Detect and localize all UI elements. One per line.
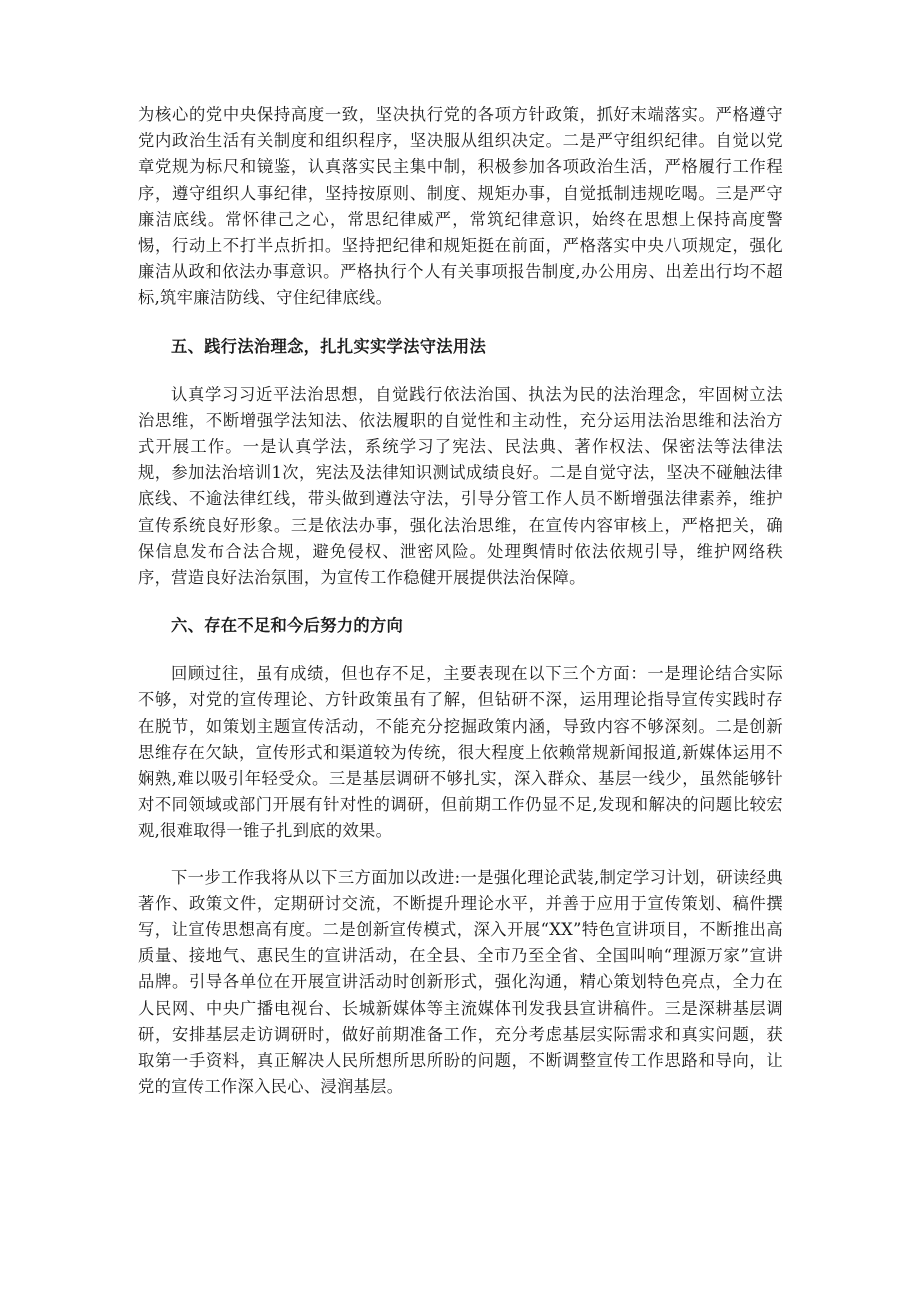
paragraph-improvements: 下一步工作我将从以下三方面加以改进:一是强化理论武装,制定学习计划，研读经典著作、政策文件，定期研讨交流，不断提升理论水平，并善于应用于宣传策划、稿件撰写，让宣传思想高有度。二是创新宣传模式，深入开展“XX”特色宣讲项目，不断推出高质量、接地气、惠民生的宣讲活动，在全县、全市乃至全省、全国叫响“理源万家”宣讲品牌。引导各单位在开展宣讲活动时创新形式，强化沟通，精心策划特色亮点，全力在人民网、中央广播电视台、长城新媒体等主流媒体刊发我县宣讲稿件。三是深耕基层调研，安排基层走访调研时，做好前期准备工作，充分考虑基层实际需求和真实问题，获取第一手资料，真正解决人民所想所思所盼的问题，不断调整宣传工作思路和导向，让党的宣传工作深入民心、浸润基层。 xyxy=(138,867,783,1097)
document-page xyxy=(138,102,783,1101)
section-heading-rule-of-law: 五、践行法治理念，扎扎实实学法守法用法 xyxy=(171,336,487,356)
paragraph-discipline: 为核心的党中央保持高度一致，坚决执行党的各项方针政策，抓好末端落实。严格遵守党内政治生活有关制度和组织程序，坚决服从组织决定。二是严守组织纪律。自觉以党章党规为标尺和镜鉴，认真落实民主集中制，积极参加各项政治生活，严格履行工作程序，遵守组织人事纪律，坚持按原则、制度、规矩办事，自觉抵制违规吃喝。三是严守廉洁底线。常怀律己之心，常思纪律威严，常筑纪律意识，始终在思想上保持高度警惕，行动上不打半点折扣。坚持把纪律和规矩挺在前面，严格落实中央八项规定，强化廉洁从政和依法办事意识。严格执行个人有关事项报告制度,办公用房、出差出行均不超标,筑牢廉洁防线、守住纪律底线。 xyxy=(138,105,783,308)
paragraph-shortcomings: 回顾过往，虽有成绩，但也存不足，主要表现在以下三个方面：一是理论结合实际不够，对党的宣传理论、方针政策虽有了解，但钻研不深，运用理论指导宣传实践时存在脱节，如策划主题宣传活动，不能充分挖掘政策内涵，导致内容不够深刻。二是创新思维存在欠缺，宣传形式和渠道较为传统，很大程度上依赖常规新闻报道,新媒体运用不娴熟,难以吸引年轻受众。三是基层调研不够扎实，深入群众、基层一线少，虽然能够针对不同领域或部门开展有针对性的调研，但前期工作仍显不足,发现和解决的问题比较宏观,很难取得一锥子扎到底的效果。 xyxy=(138,664,783,841)
section-heading-shortcomings: 六、存在不足和今后努力的方向 xyxy=(171,616,404,636)
paragraph-spacer xyxy=(138,845,783,865)
paragraph-rule-of-law: 认真学习习近平法治思想，自觉践行依法治国、执法为民的法治理念，牢固树立法治思维，不断增强学法知法、依法履职的自觉性和主动性，充分运用法治思维和法治方式开展工作。一是认真学法，系统学习了宪法、民法典、著作权法、保密法等法律法规，参加法治培训1次，宪法及法律知识测试成绩良好。二是自觉守法，坚决不碰触法律底线、不逾法律红线，带头做到遵法守法，引导分管工作人员不断增强法律素养，维护宣传系统良好形象。三是依法办事，强化法治思维，在宣传内容审核上，严格把关，确保信息发布合法合规，避免侵权、泄密风险。处理舆情时依法依规引导，维护网络秩序，营造良好法治氛围，为宣传工作稳健开展提供法治保障。 xyxy=(138,384,783,588)
